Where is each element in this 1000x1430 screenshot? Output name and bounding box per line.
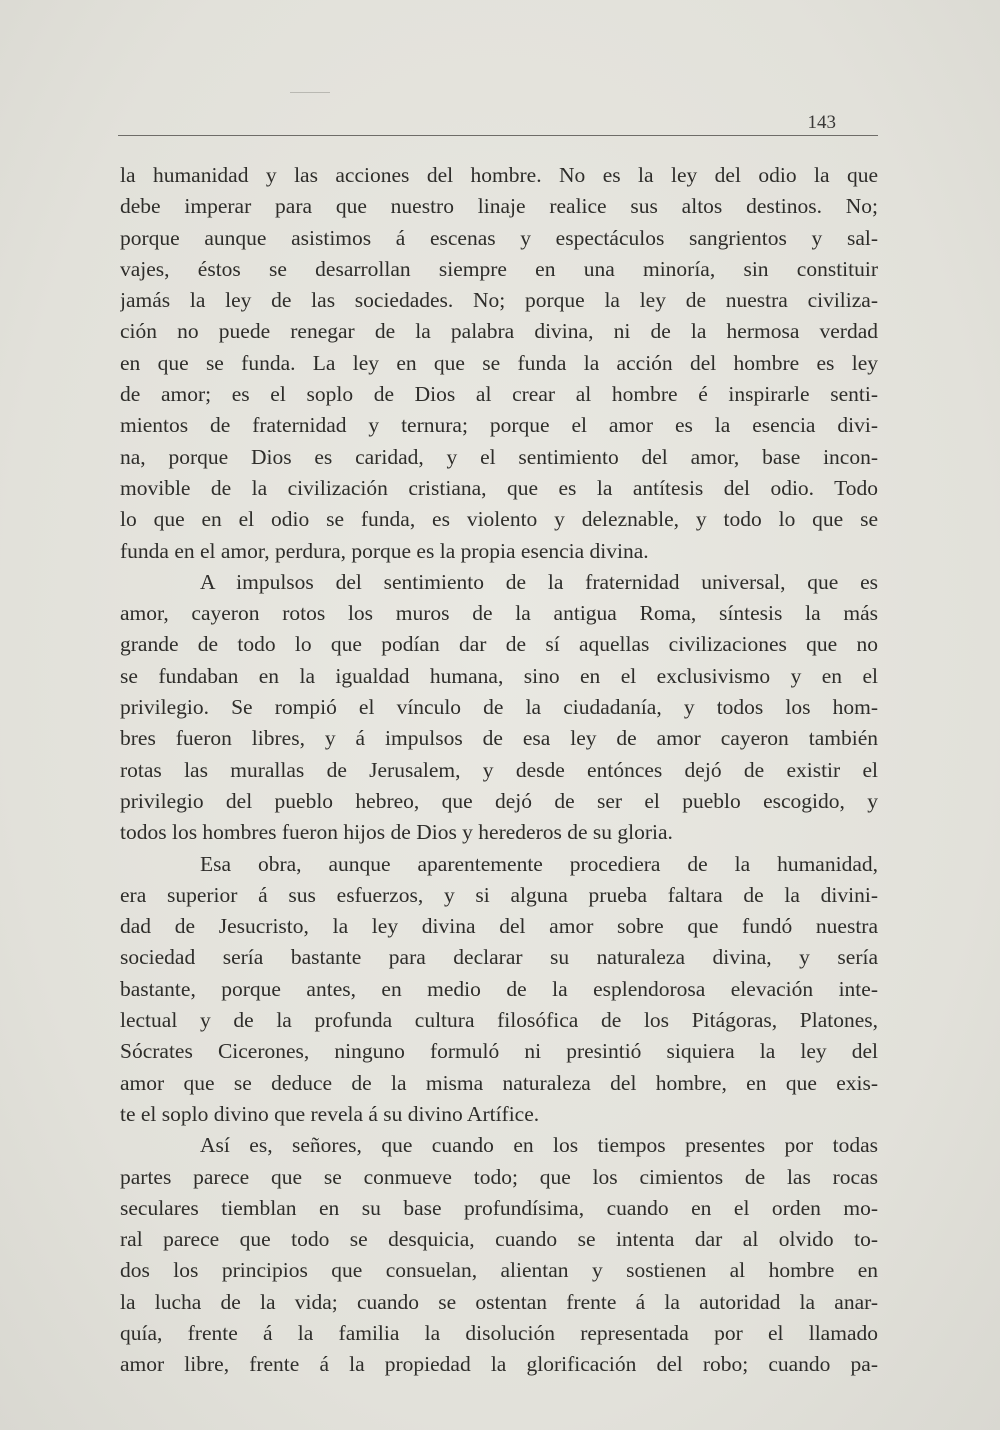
text-line: debe imperar para que nuestro linaje realice sus altos destinos. No; (120, 194, 878, 219)
text-line: la lucha de la vida; cuando se ostentan frente á la autoridad la anar- (120, 1289, 878, 1314)
text-line: te el soplo divino que revela á su divino Artífice. (120, 1101, 540, 1126)
text-line: era superior á sus esfuerzos, y si alguna prueba faltara de la divini- (120, 882, 878, 907)
text-line: funda en el amor, perdura, porque es la propia esencia divina. (120, 538, 649, 563)
text-line: bastante, porque antes, en medio de la esplendorosa elevación inte- (120, 976, 878, 1001)
stray-mark (290, 92, 330, 93)
text-line: amor, cayeron rotos los muros de la antigua Roma, síntesis la más (120, 601, 878, 626)
text-line: quía, frente á la familia la disolución representada por el llamado (120, 1320, 878, 1345)
text-line: Esa obra, aunque aparentemente procediera de la humanidad, (200, 851, 878, 876)
text-line: privilegio del pueblo hebreo, que dejó de ser el pueblo escogido, y (120, 788, 878, 813)
text-line: se fundaban en la igualdad humana, sino en el exclusivismo y en el (120, 663, 878, 688)
text-line: en que se funda. La ley en que se funda la acción del hombre es ley (120, 350, 878, 375)
page-header (118, 108, 878, 138)
text-line: dad de Jesucristo, la ley divina del amor sobre que fundó nuestra (120, 914, 878, 939)
text-line: lectual y de la profunda cultura filosófica de los Pitágoras, Platones, (120, 1008, 878, 1033)
text-line: todos los hombres fueron hijos de Dios y herederos de su gloria. (120, 820, 673, 845)
text-line: rotas las murallas de Jerusalem, y desde entónces dejó de existir el (120, 757, 878, 782)
body-text (120, 160, 878, 1381)
text-line: jamás la ley de las sociedades. No; porque la ley de nuestra civiliza- (120, 288, 878, 313)
page-number: 143 (807, 112, 836, 133)
text-line: dos los principios que consuelan, alientan y sostienen al hombre en (120, 1258, 878, 1283)
text-line: ral parece que todo se desquicia, cuando se intenta dar al olvido to- (120, 1227, 878, 1252)
text-line: partes parece que se conmueve todo; que los cimientos de las rocas (120, 1164, 878, 1189)
text-line: la humanidad y las acciones del hombre. No es la ley del odio la que (120, 163, 878, 187)
text-line: bres fueron libres, y á impulsos de esa ley de amor cayeron también (120, 726, 878, 751)
text-line: Así es, señores, que cuando en los tiempos presentes por todas (200, 1133, 878, 1158)
text-line: mientos de fraternidad y ternura; porque el amor es la esencia divi- (120, 413, 878, 438)
header-rule (118, 135, 878, 136)
text-line: na, porque Dios es caridad, y el sentimiento del amor, base incon- (120, 444, 878, 469)
text-line: privilegio. Se rompió el vínculo de la ciudadanía, y todos los hom- (120, 695, 878, 720)
text-line: vajes, éstos se desarrollan siempre en una minoría, sin constituir (120, 256, 878, 281)
text-line: de amor; es el soplo de Dios al crear al hombre é inspirarle senti- (120, 382, 878, 407)
text-line: ción no puede renegar de la palabra divina, ni de la hermosa verdad (120, 319, 878, 344)
text-line: seculares tiemblan en su base profundísima, cuando en el orden mo- (120, 1195, 878, 1220)
text-line: amor que se deduce de la misma naturaleza del hombre, en que exis- (120, 1070, 878, 1095)
text-line: grande de todo lo que podían dar de sí aquellas civilizaciones que no (120, 632, 878, 657)
text-line: porque aunque asistimos á escenas y espectáculos sangrientos y sal- (120, 225, 878, 250)
text-line: movible de la civilización cristiana, que es la antítesis del odio. Todo (120, 475, 878, 500)
text-line: Sócrates Cicerones, ninguno formuló ni presintió siquiera la ley del (120, 1039, 878, 1064)
text-line: A impulsos del sentimiento de la fraternidad universal, que es (200, 569, 878, 594)
text-line: lo que en el odio se funda, es violento y deleznable, y todo lo que se (120, 507, 878, 532)
text-line: amor libre, frente á la propiedad la glorificación del robo; cuando pa- (120, 1352, 878, 1377)
text-line: sociedad sería bastante para declarar su naturaleza divina, y sería (120, 945, 878, 970)
